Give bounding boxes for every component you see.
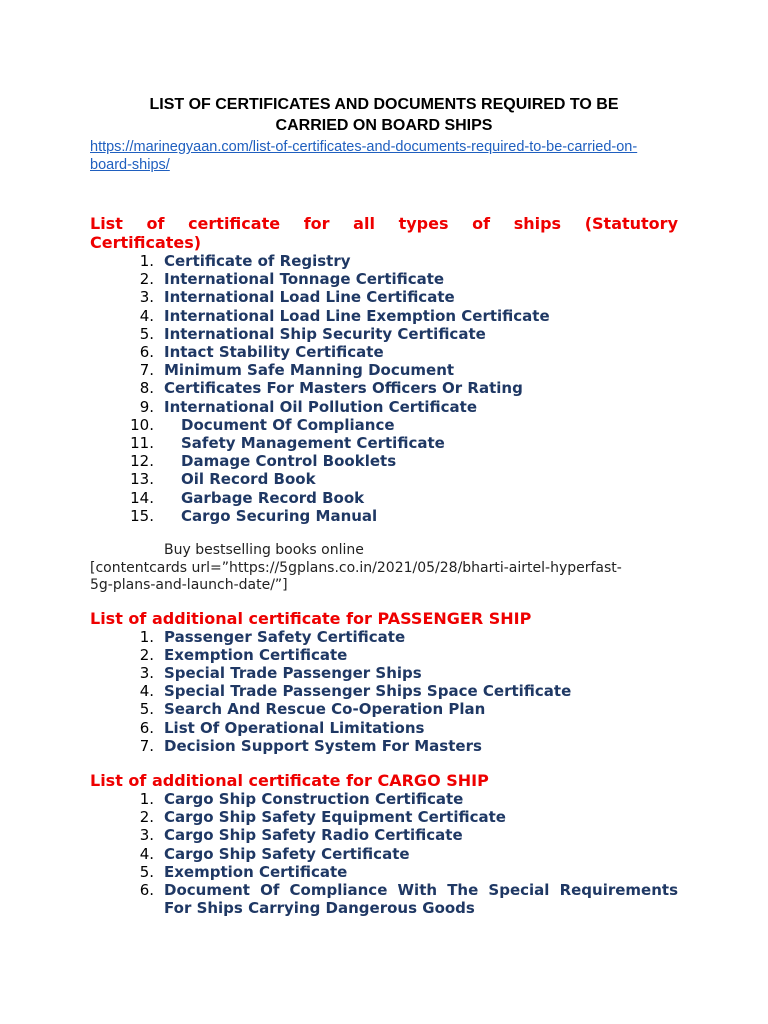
list-item-text: Search And Rescue Co-Operation Plan bbox=[164, 700, 486, 719]
list-item-text: Special Trade Passenger Ships bbox=[164, 663, 422, 682]
list-item-text: International Ship Security Certificate bbox=[164, 324, 486, 343]
list-item-text: Decision Support System For Masters bbox=[164, 736, 482, 755]
list-item-text-line-1: Document Of Compliance With The Special Requirements bbox=[164, 880, 678, 899]
list-item bbox=[90, 434, 678, 452]
list-item-text: Cargo Ship Safety Radio Certificate bbox=[164, 826, 463, 845]
list-item bbox=[90, 664, 678, 682]
list-item bbox=[90, 719, 678, 737]
list-item bbox=[90, 845, 678, 863]
list-item bbox=[90, 252, 678, 270]
list-item bbox=[90, 808, 678, 826]
list-item bbox=[90, 826, 678, 844]
list-item-number: 9. bbox=[139, 397, 154, 416]
list-item-number: 12. bbox=[130, 452, 154, 471]
list-item-text: Intact Stability Certificate bbox=[164, 343, 384, 362]
list-item bbox=[90, 863, 678, 881]
list-item-number: 1. bbox=[139, 789, 154, 808]
list-item-number: 6. bbox=[139, 343, 154, 362]
section-passenger-heading: List of additional certificate for PASSENGER SHIP bbox=[90, 608, 532, 628]
list-item bbox=[90, 325, 678, 343]
list-item-text: Special Trade Passenger Ships Space Certificate bbox=[164, 682, 572, 701]
list-item bbox=[90, 489, 678, 507]
list-item-number: 5. bbox=[139, 862, 154, 881]
list-item-number: 4. bbox=[139, 844, 154, 863]
list-item bbox=[90, 270, 678, 288]
list-item-text: International Load Line Exemption Certificate bbox=[164, 306, 550, 325]
list-item bbox=[90, 790, 678, 808]
document-page bbox=[90, 94, 678, 917]
list-item-text: Certificate of Registry bbox=[164, 252, 351, 270]
list-item bbox=[90, 343, 678, 361]
passenger-ship-list bbox=[90, 628, 678, 755]
list-item-number: 2. bbox=[139, 270, 154, 289]
title-line-1: LIST OF CERTIFICATES AND DOCUMENTS REQUIRED TO BE bbox=[149, 96, 619, 113]
list-item-number: 3. bbox=[139, 663, 154, 682]
list-item bbox=[90, 646, 678, 664]
list-item-number: 7. bbox=[139, 736, 154, 755]
list-item-number: 7. bbox=[139, 361, 154, 380]
list-item bbox=[90, 361, 678, 379]
list-item-number: 13. bbox=[130, 470, 154, 489]
list-item-text: International Oil Pollution Certificate bbox=[164, 397, 477, 416]
list-item-text: Cargo Ship Construction Certificate bbox=[164, 789, 464, 808]
list-item-number: 1. bbox=[139, 627, 154, 646]
list-item-number: 2. bbox=[139, 645, 154, 664]
list-item-number: 4. bbox=[139, 306, 154, 325]
section-cargo-heading: List of additional certificate for CARGO SHIP bbox=[90, 770, 489, 790]
list-item bbox=[90, 470, 678, 488]
list-item-number: 6. bbox=[139, 880, 154, 899]
list-item-number: 14. bbox=[130, 488, 154, 507]
contentcards-line-2: 5g-plans-and-launch-date/”] bbox=[90, 577, 288, 594]
source-link-line-2: board-ships/ bbox=[90, 157, 170, 173]
list-item bbox=[90, 628, 678, 646]
list-item-text: Cargo Ship Safety Equipment Certificate bbox=[164, 808, 506, 827]
list-item-number: 15. bbox=[130, 506, 154, 525]
cargo-ship-list-last bbox=[90, 881, 678, 917]
list-item-number: 5. bbox=[139, 700, 154, 719]
list-item bbox=[90, 682, 678, 700]
promo-text: Buy bestselling books online bbox=[164, 542, 364, 559]
list-item-text: Exemption Certificate bbox=[164, 862, 348, 881]
list-item-number: 3. bbox=[139, 826, 154, 845]
list-item-number: 10. bbox=[130, 415, 154, 434]
list-item-text: Cargo Ship Safety Certificate bbox=[164, 844, 410, 863]
list-item bbox=[90, 307, 678, 325]
list-item-number: 6. bbox=[139, 718, 154, 737]
list-item-text: Document Of Compliance bbox=[181, 415, 395, 434]
list-item-number: 1. bbox=[139, 252, 154, 270]
title-line-2: CARRIED ON BOARD SHIPS bbox=[275, 117, 493, 134]
section-statutory-heading-line-2: Certificates) bbox=[90, 233, 202, 252]
list-item-text: Garbage Record Book bbox=[181, 488, 365, 507]
list-item-text-line-2: For Ships Carrying Dangerous Goods bbox=[164, 899, 475, 918]
list-item-text: List Of Operational Limitations bbox=[164, 718, 425, 737]
list-item-number: 4. bbox=[139, 682, 154, 701]
list-item bbox=[90, 452, 678, 470]
list-item-text: Minimum Safe Manning Document bbox=[164, 361, 455, 380]
section-statutory-heading-line-1: List of certificate for all types of ships (Statutory bbox=[90, 214, 678, 233]
list-item-number: 8. bbox=[139, 379, 154, 398]
list-item bbox=[90, 379, 678, 397]
cargo-ship-list bbox=[90, 790, 678, 881]
list-item-text: Exemption Certificate bbox=[164, 645, 348, 664]
list-item bbox=[90, 881, 678, 917]
list-item bbox=[90, 288, 678, 306]
list-item-number: 11. bbox=[130, 434, 154, 453]
list-item bbox=[90, 700, 678, 718]
source-link[interactable] bbox=[90, 138, 678, 174]
list-item-text: Oil Record Book bbox=[181, 470, 316, 489]
source-link-line-1: https://marinegyaan.com/list-of-certificates-and-documents-required-to-be-carried-on- bbox=[90, 139, 638, 155]
section-statutory-heading bbox=[90, 214, 678, 252]
list-item-text: Certificates For Masters Officers Or Rating bbox=[164, 379, 523, 398]
list-item-text: International Load Line Certificate bbox=[164, 288, 455, 307]
list-item-number: 5. bbox=[139, 324, 154, 343]
list-item bbox=[90, 398, 678, 416]
list-item bbox=[90, 416, 678, 434]
contentcards-shortcode bbox=[90, 560, 678, 595]
list-item-text: Safety Management Certificate bbox=[181, 434, 445, 453]
statutory-certificates-list bbox=[90, 252, 678, 525]
list-item bbox=[90, 507, 678, 525]
list-item-text: Cargo Securing Manual bbox=[181, 506, 378, 525]
list-item-number: 3. bbox=[139, 288, 154, 307]
document-title bbox=[90, 94, 678, 136]
list-item-text: International Tonnage Certificate bbox=[164, 270, 445, 289]
list-item-text: Passenger Safety Certificate bbox=[164, 627, 406, 646]
contentcards-line-1: [contentcards url=”https://5gplans.co.in/2021/05/28/bharti-airtel-hyperfast- bbox=[90, 559, 622, 576]
list-item-number: 2. bbox=[139, 808, 154, 827]
list-item bbox=[90, 737, 678, 755]
list-item-text: Damage Control Booklets bbox=[181, 452, 397, 471]
